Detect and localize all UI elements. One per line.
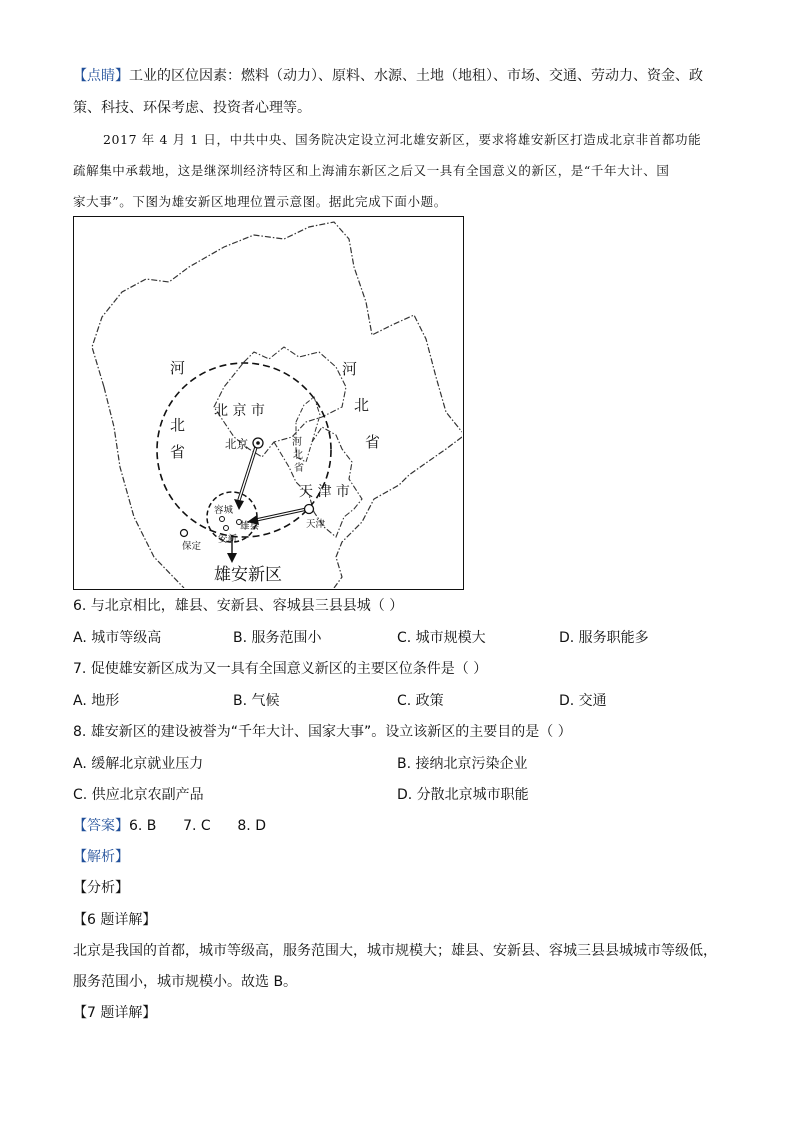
q8-option-c[interactable]: C. 供应北京农副产品 [73, 787, 204, 803]
label-xiongan: 雄安新区 [214, 565, 282, 585]
q7-option-c[interactable]: C. 政策 [397, 693, 444, 709]
label-tianjin: 天津 [306, 519, 326, 530]
q8-option-b[interactable]: B. 接纳北京污染企业 [397, 756, 528, 772]
label-hebei-right-2: 北 [354, 396, 370, 414]
question-6-stem: 6. 与北京相比，雄县、安新县、容城县三县县城（ ） [73, 598, 404, 614]
answer-tag: 【答案】 [73, 818, 129, 834]
label-beijing: 北京 [225, 437, 248, 451]
label-hebei-right-3: 省 [365, 433, 381, 451]
tip-tag: 【点睛】 [73, 68, 129, 84]
question-8-stem: 8. 雄安新区的建设被誉为“千年大计、国家大事”。设立该新区的主要目的是（ ） [73, 724, 572, 740]
label-rongcheng: 容城 [214, 505, 234, 516]
q6-option-b[interactable]: B. 服务范围小 [233, 630, 322, 646]
q7-option-d[interactable]: D. 交通 [559, 693, 607, 709]
tip-text-1: 工业的区位因素：燃料（动力）、原料、水源、土地（地租）、市场、交通、劳动力、资金、政 [129, 68, 703, 84]
intro-line-2: 疏解集中承载地，这是继深圳经济特区和上海浦东新区之后又一具有全国意义的新区，是“千年大计、国 [73, 163, 670, 178]
label-hebei-left-2: 北 [170, 416, 186, 434]
q6-detail-line-1: 北京是我国的首都，城市等级高，服务范围大，城市规模大；雄县、安新县、容城三县县城城市等级低， [73, 943, 717, 959]
label-xiongxian: 雄县 [240, 521, 260, 532]
label-hebei-small-1: 河 [292, 437, 302, 448]
q6-option-d[interactable]: D. 服务职能多 [559, 630, 649, 646]
q7-option-a[interactable]: A. 地形 [73, 693, 120, 709]
tip-line-1 [73, 66, 703, 86]
fenxi-tag: 【分析】 [73, 880, 129, 896]
label-hebei-right-1: 河 [342, 360, 358, 378]
intro-line-1: 2017 年 4 月 1 日，中共中央、国务院决定设立河北雄安新区，要求将雄安新区打造成北京非首都功能 [103, 132, 702, 147]
q8-option-a[interactable]: A. 缓解北京就业压力 [73, 756, 204, 772]
label-hebei-left-1: 河 [170, 359, 186, 377]
q6-detail-line-2: 服务范围小，城市规模小。故选 B。 [73, 974, 298, 990]
label-hebei-small-2: 北 [293, 450, 303, 461]
label-hebei-left-3: 省 [170, 443, 186, 461]
label-beijing-city: 北 京 市 [214, 403, 265, 419]
intro-line-3: 家大事”。下图为雄安新区地理位置示意图。据此完成下面小题。 [73, 194, 447, 209]
q6-option-c[interactable]: C. 城市规模大 [397, 630, 486, 646]
q7-detail-tag: 【7 题详解】 [73, 1005, 157, 1021]
label-anxin: 安新 [218, 534, 238, 545]
q8-option-d[interactable]: D. 分散北京城市职能 [397, 787, 529, 803]
question-7-stem: 7. 促使雄安新区成为又一具有全国意义新区的主要区位条件是（ ） [73, 661, 488, 677]
label-baoding: 保定 [182, 541, 202, 552]
tip-line-2: 策、科技、环保考虑、投资者心理等。 [73, 100, 311, 116]
answer-line [73, 816, 266, 836]
q6-option-a[interactable]: A. 城市等级高 [73, 630, 162, 646]
q6-detail-tag: 【6 题详解】 [73, 912, 157, 928]
label-tianjin-city: 天 津 市 [299, 484, 350, 500]
q7-option-b[interactable]: B. 气候 [233, 693, 280, 709]
answer-text: 6. B 7. C 8. D [129, 818, 266, 834]
label-hebei-small-3: 省 [294, 463, 304, 474]
xiongan-location-map [73, 216, 464, 590]
analysis-tag: 【解析】 [73, 849, 129, 865]
